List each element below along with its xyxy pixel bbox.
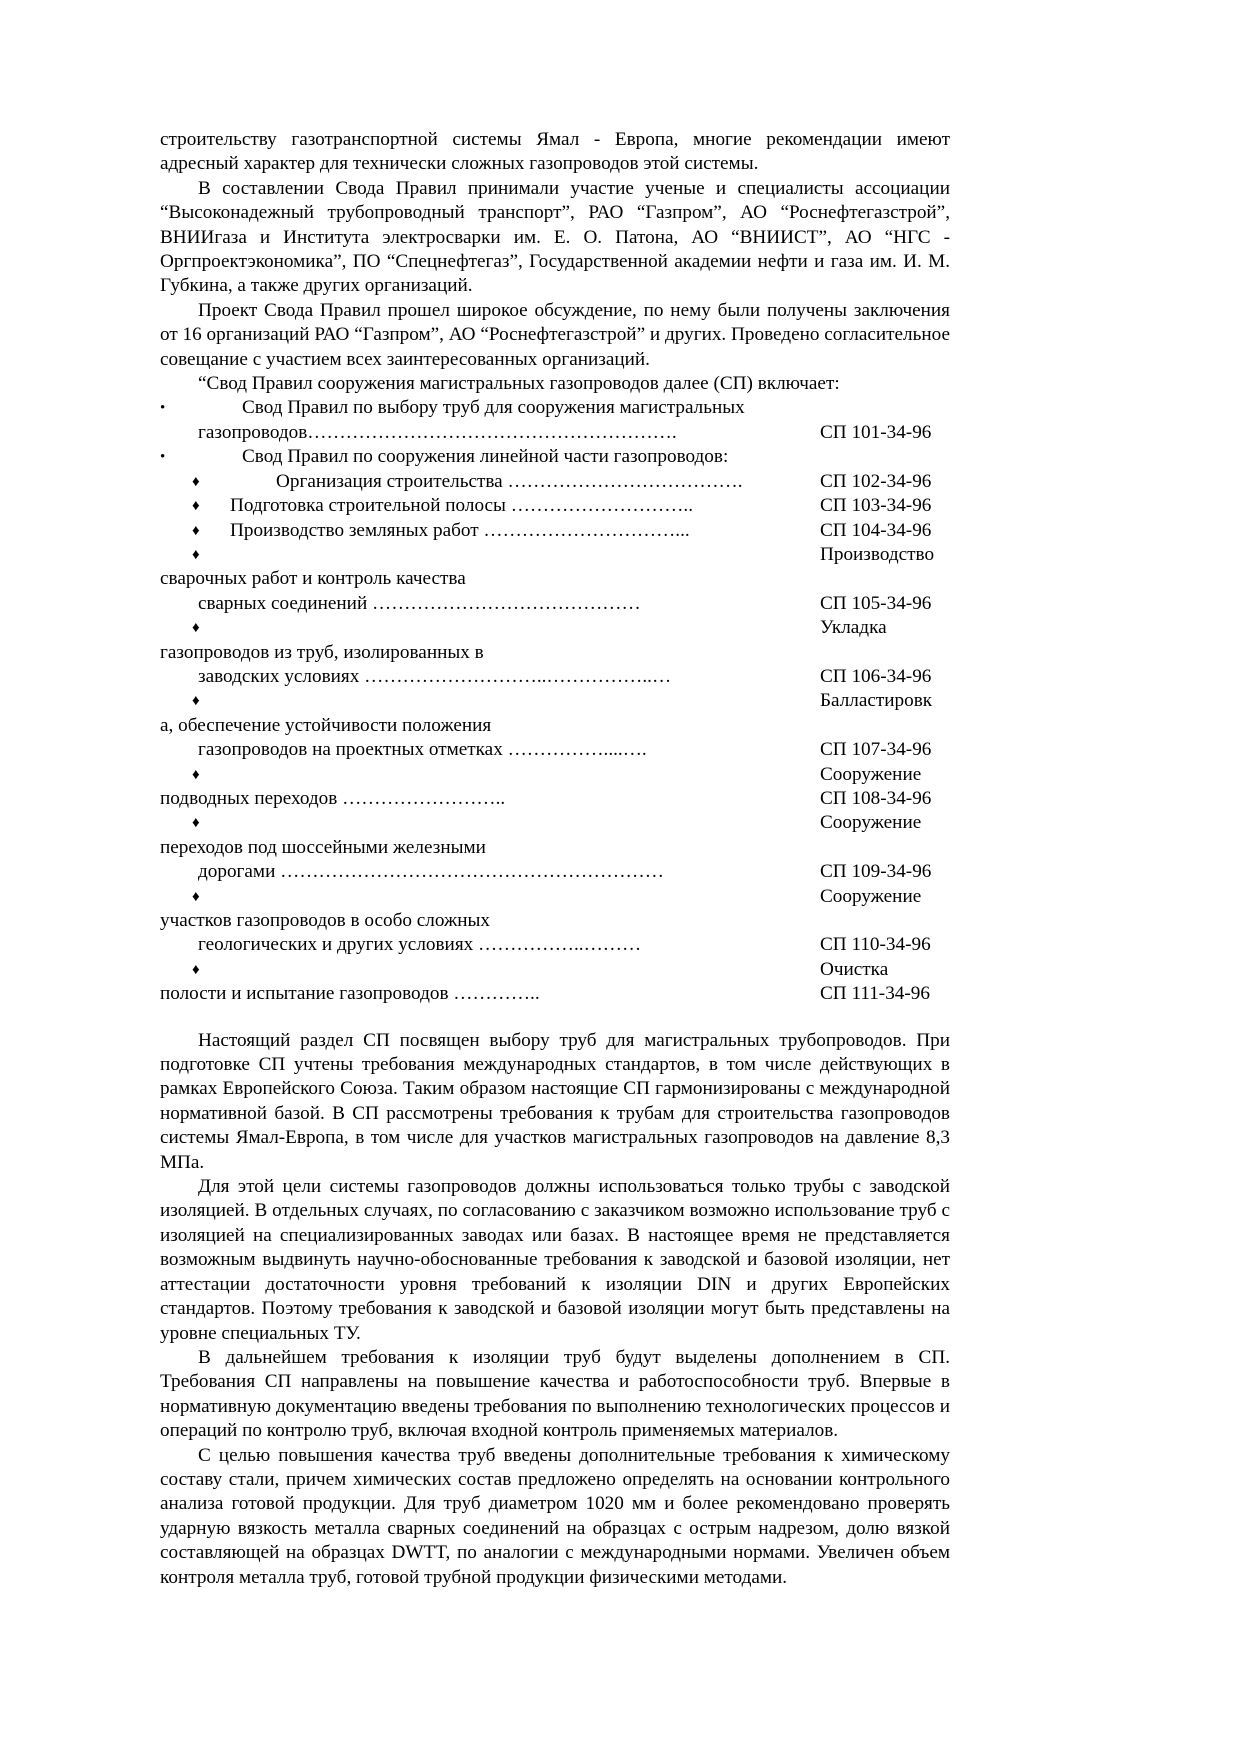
list-item [160,445,950,469]
diamond-bullet-icon: ♦ [192,815,200,832]
list-item [160,714,950,738]
list-item-left [160,543,820,567]
list-item-left [160,860,820,884]
list-item-left [160,421,820,445]
list-item-label [206,886,230,907]
standard-code: Очистка [820,958,889,980]
diamond-bullet-icon: ♦ [192,888,200,905]
list-item-left [160,958,820,982]
standard-code: СП 103-34-96 [820,495,932,517]
list-item-left [160,616,820,640]
list-item [160,519,950,543]
list-item [160,860,950,884]
list-item [160,909,950,933]
list-item [160,763,950,787]
list-item-label: сварных соединений …………………………………… [198,592,641,614]
standard-code: Сооружение [820,763,922,785]
list-item-left [160,641,820,665]
list-item-label [206,544,230,565]
diamond-bullet-icon: ♦ [192,693,200,710]
list-item [160,836,950,860]
list-item-left [160,665,820,689]
paragraph: С целью повышения качества труб введены дополнительные требования к химическому составу стали, причем химических состав предложено определять на основании контрольного анализа готовой продукции. Для труб диаметром 1020 мм и более рекомендовано проверять ударную вязкость металла сварных соединений на образцах с острым надрезом, долю вязкой составляющей на образцах DWTT, по аналогии с международными нормами. Увеличен объем контроля металла труб, готовой трубной продукции физическими методами. [160,1444,950,1588]
list-item-left [160,763,820,787]
body-paragraph-group [160,1029,950,1590]
standard-code: СП 107-34-96 [820,739,932,761]
standard-code: СП 102-34-96 [820,470,932,492]
list-item-left [160,470,820,494]
list-item-left [160,567,820,591]
standard-code: СП 110-34-96 [820,934,931,956]
list-item-label: газопроводов…………………………………………………. [198,421,677,443]
list-item [160,543,950,567]
list-item-label: сварочных работ и контроль качества [160,568,466,590]
list-item-label [206,812,230,833]
standard-code: Сооружение [820,812,922,834]
list-item-label: заводских условиях ………………………..……………..… [198,665,672,687]
standard-code: СП 109-34-96 [820,861,932,883]
standard-code: Балластировк [820,690,933,712]
list-item-left [160,933,820,957]
list-item [160,592,950,616]
diamond-bullet-icon: ♦ [192,522,200,539]
list-item [160,470,950,494]
list-item-left [160,494,820,518]
list-item-label: подводных переходов …………………….. [160,787,506,809]
list-item-label [206,617,230,638]
list-item [160,933,950,957]
standard-code: СП 101-34-96 [820,421,932,443]
list-item [160,641,950,665]
paragraph: В дальнейшем требования к изоляции труб будут выделены дополнением в СП. Требования СП направлены на повышение качества и работоспособности труб. Впервые в нормативную документацию введены требования по выполнению технологических процессов и операций по контролю труб, включая входной контроль применяемых материалов. [160,1346,950,1442]
list-item-label: Свод Правил по сооружения линейной части газопроводов: [242,446,729,468]
paragraph: Проект Свода Правил прошел широкое обсуждение, по нему были получены заключения от 16 организаций РАО “Газпром”, АО “Роснефтегазстрой” и других. Проведено согласительное совещание с участием всех заинтересованных организаций. [160,299,950,370]
paragraph: Для этой цели системы газопроводов должны использоваться только трубы с заводской изоляцией. В отдельных случаях, по согласованию с заказчиком возможно использование труб с изоляцией на специализированных заводах или базах. В настоящее время не представляется возможным выдвинуть научно-обоснованные требования к заводской и базовой изоляции, нет аттестации достаточности уровня требований к изоляции DIN и других Европейских стандартов. Поэтому требования к заводской и базовой изоляции могут быть представлены на уровне специальных ТУ. [160,1176,950,1344]
list-item-left [160,836,820,860]
standard-code: СП 106-34-96 [820,665,932,687]
list-item-label: Организация строительства ………………………………. [276,470,743,492]
diamond-bullet-icon: ♦ [192,620,200,637]
standard-code: СП 104-34-96 [820,519,932,541]
list-item-label: Свод Правил по выбору труб для сооружения магистральных [242,397,745,419]
list-item-label [206,690,230,711]
diamond-bullet-icon: ♦ [192,546,200,563]
list-item [160,396,950,420]
diamond-bullet-icon: ♦ [192,498,200,515]
list-item [160,885,950,909]
round-bullet-icon: • [160,449,166,466]
section-spacer [160,1007,950,1029]
standard-code: СП 108-34-96 [820,787,932,809]
standard-code: СП 105-34-96 [820,592,932,614]
document-body [160,128,950,1590]
list-item [160,738,950,762]
list-item [160,982,950,1006]
standard-code: Укладка [820,617,887,639]
list-item [160,787,950,811]
list-item-label: переходов под шоссейными железными [160,836,486,858]
list-item-left [160,714,820,738]
list-item [160,811,950,835]
intro-paragraph-group [160,128,950,396]
list-item [160,958,950,982]
diamond-bullet-icon: ♦ [192,961,200,978]
list-item-label: полости и испытание газопроводов ………….. [160,983,540,1005]
standards-list [160,396,950,1006]
list-item [160,616,950,640]
list-item-label: газопроводов из труб, изолированных в [160,641,484,663]
list-item-left [160,909,820,933]
list-item-left [160,519,820,543]
paragraph: В составлении Свода Правил принимали участие ученые и специалисты ассоциации “Высоконадежный трубопроводный транспорт”, РАО “Газпром”, АО “Роснефтегазстрой”, ВНИИгаза и Института электросварки им. Е. О. Патона, АО “ВНИИСТ”, АО “НГС - Оргпроектэкономика”, ПО “Спецнефтегаз”, Государственной академии нефти и газа им. И. М. Губкина, а также других организаций. [160,177,950,297]
list-item-left [160,787,820,811]
list-item-left [160,885,820,909]
list-item-left [160,738,820,762]
list-item-left [160,592,820,616]
list-item-left [160,811,820,835]
list-item-label [206,959,230,980]
list-item-left [160,689,820,713]
paragraph: строительству газотранспортной системы Ямал - Европа, многие рекомендации имеют адресный характер для технически сложных газопроводов этой системы. [160,129,950,175]
list-item-left [160,445,820,469]
list-item [160,689,950,713]
standard-code: Производство [820,543,935,565]
standard-code: Сооружение [820,885,922,907]
list-item-left [160,982,820,1006]
list-item-label: газопроводов на проектных отметках ……………....…. [198,739,647,761]
paragraph: “Свод Правил сооружения магистральных газопроводов далее (СП) включает: [198,373,840,395]
diamond-bullet-icon: ♦ [192,473,200,490]
list-item-left [160,396,820,420]
standard-code: СП 111-34-96 [820,983,930,1005]
list-item-label: Подготовка строительной полосы ……………………….. [230,495,694,517]
list-item [160,567,950,591]
list-item [160,665,950,689]
list-item [160,494,950,518]
list-item-label: дорогами …………………………………………………… [198,861,664,883]
diamond-bullet-icon: ♦ [192,766,200,783]
list-item-label: Производство земляных работ …………………………... [230,519,690,541]
list-item-label: геологических и других условиях ……………..……… [198,934,642,956]
paragraph: Настоящий раздел СП посвящен выбору труб для магистральных трубопроводов. При подготовке СП учтены требования международных стандартов, в том числе действующих в рамках Европейского Союза. Таким образом настоящие СП гармонизированы с международной нормативной базой. В СП рассмотрены требования к трубам для строительства газопроводов системы Ямал-Европа, в том числе для участков магистральных газопроводов на давление 8,3 МПа. [160,1029,950,1173]
list-item-label: а, обеспечение устойчивости положения [160,714,492,736]
list-item-label [206,764,230,785]
list-item [160,421,950,445]
list-item-label: участков газопроводов в особо сложных [160,910,490,931]
round-bullet-icon: • [160,400,166,417]
